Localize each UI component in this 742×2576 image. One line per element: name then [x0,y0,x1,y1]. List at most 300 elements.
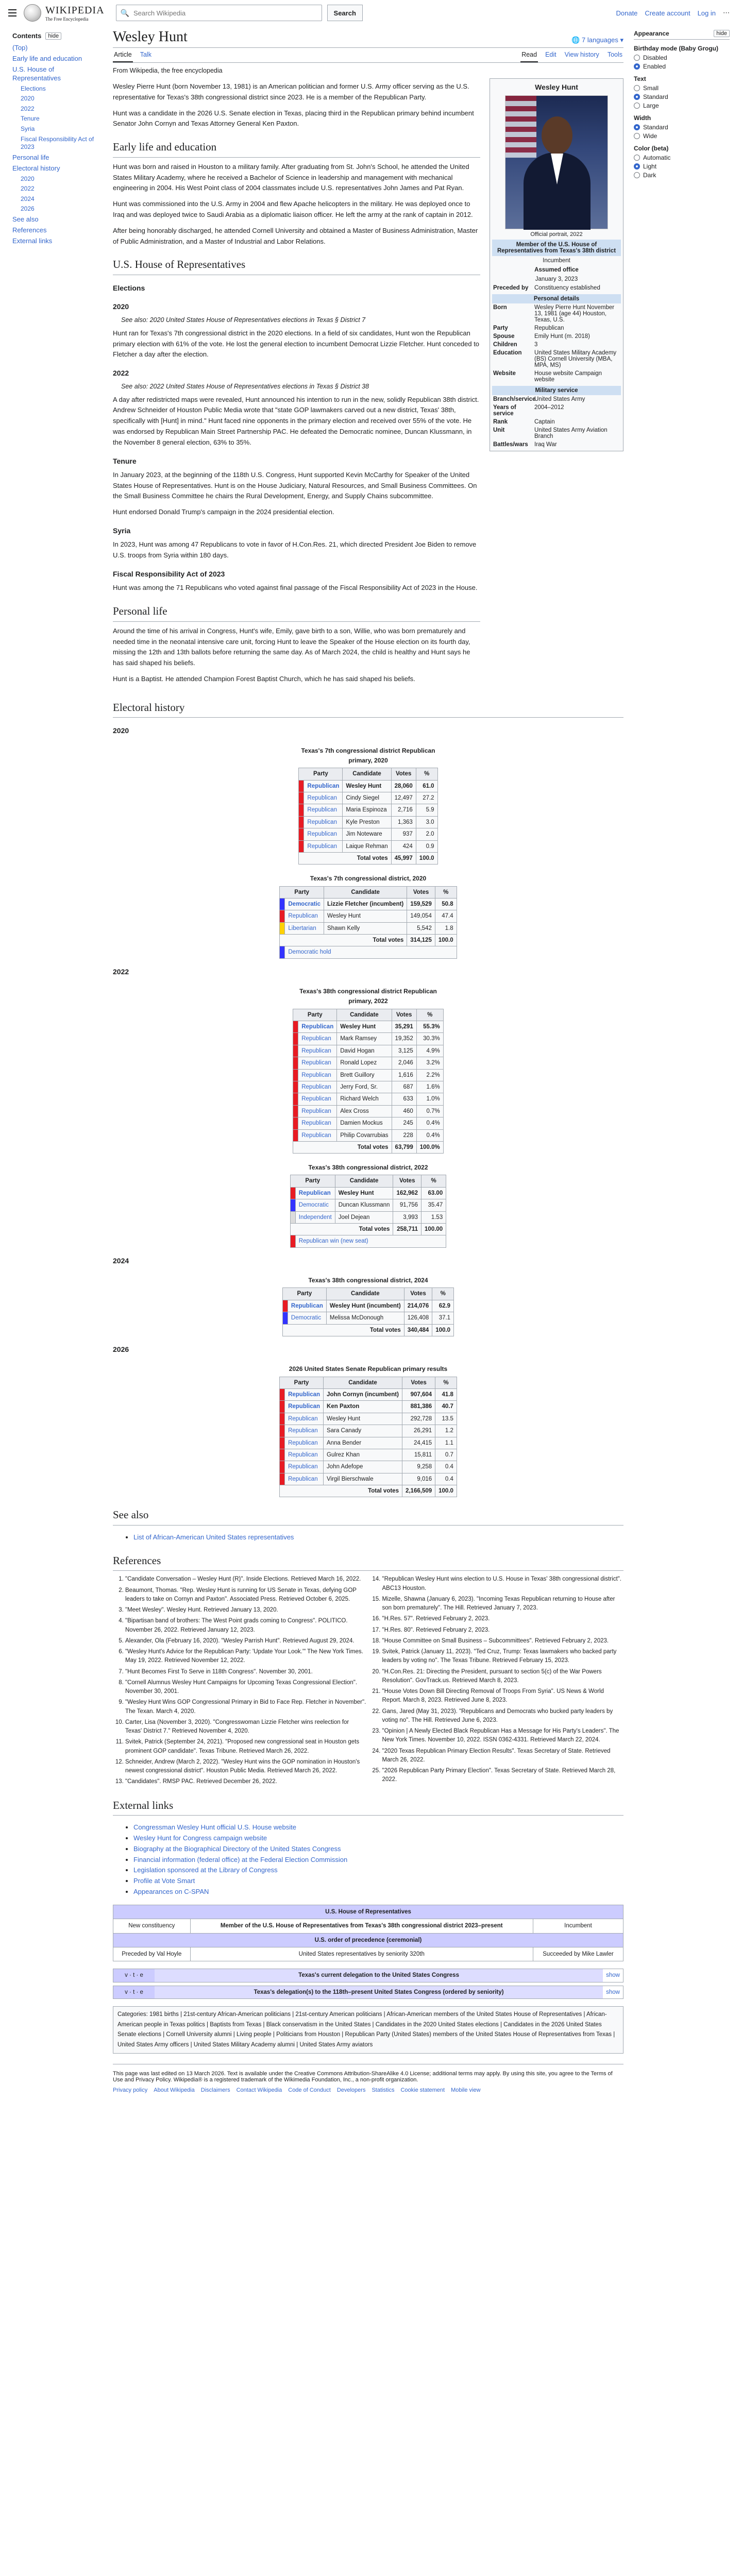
toc-link[interactable]: Early life and education [12,54,82,62]
toc-link[interactable]: Elections [21,84,46,92]
precedence-office[interactable]: United States representatives by seniority 320th [190,1947,533,1961]
reference-item[interactable]: 11. Svitek, Patrick (September 24, 2021). "Proposed new congressional seat in Houston gets prominent GOP candidate". Texas Tribune. Retrieved March 26, 2022. [125,1738,367,1756]
hold-text[interactable]: Democratic hold [285,946,457,958]
precedence-next[interactable]: Succeeded by Mike Lawler [533,1947,623,1961]
party-color-swatch [293,1105,298,1117]
reference-item[interactable]: 1. "Candidate Conversation – Wesley Hunt (R)". Inside Elections. Retrieved March 16, 2022. [125,1575,367,1584]
paragraph: In 2023, Hunt was among 47 Republicans to vote in favor of H.Con.Res. 21, which directed President Joe Biden to remove U.S. troops from Syria within 180 days. [113,540,477,560]
reference-item[interactable]: 23. "Opinion | A Newly Elected Black Republican Has a Message for His Party's Leaders". The New York Times. November 10, 2022. ISSN 0362-4331. Retrieved March 22, 2024. [382,1727,624,1745]
navbox-texas-delegation-118 [113,1986,623,1999]
toc-link[interactable]: See also [12,215,39,223]
candidate-cell[interactable]: Melissa McDonough [326,1312,404,1324]
party-cell[interactable]: Republican [298,1105,337,1117]
candidate-cell[interactable]: Wesley Hunt [324,910,407,922]
total-label: Total votes [280,1485,402,1497]
party-cell[interactable]: Republican [304,840,343,852]
party-cell[interactable]: Republican [285,910,324,922]
total-votes: 314,125 [407,935,435,946]
toc-link[interactable]: 2020 [21,175,35,182]
reference-item[interactable]: 20. "H.Con.Res. 21: Directing the President, pursuant to section 5(c) of the War Powers Resolution". GovTrack.us. Retrieved March 8, 2023. [382,1668,624,1686]
party-color-swatch [293,1045,298,1057]
party-cell[interactable]: Democratic [288,1312,326,1324]
pct-cell: 0.9 [416,840,437,852]
appearance-option[interactable] [634,63,730,70]
table-row [293,1081,444,1093]
party-cell[interactable]: Republican [285,1461,324,1473]
user-links [616,9,730,17]
party-color-swatch [282,1300,288,1312]
toc-link[interactable]: Tenure [21,115,40,123]
external-link[interactable]: Congressman Wesley Hunt official U.S. House website [133,1823,296,1832]
candidate-cell[interactable]: Sara Canady [324,1425,402,1437]
external-link[interactable]: Profile at Vote Smart [133,1877,195,1885]
votes-cell: 3,125 [392,1045,416,1057]
party-cell[interactable]: Republican [298,1045,337,1057]
toc-item[interactable] [12,125,98,133]
col-votes: Votes [404,1288,432,1300]
col-party: Party [280,886,324,898]
paragraph: Hunt is a Baptist. He attended Champion Forest Baptist Church, which he has said shaped his beliefs. [113,675,415,683]
candidate-cell[interactable]: Jim Noteware [343,828,391,840]
candidate-cell[interactable]: Laique Rehman [343,840,391,852]
party-color-swatch [293,1093,298,1105]
party-color-swatch [280,1461,285,1473]
election-table [282,1274,454,1336]
infobox-label: Born [493,304,507,311]
votes-cell: 907,604 [402,1388,435,1400]
total-votes: 45,997 [391,852,416,864]
radio-icon[interactable] [634,63,640,70]
external-link-item [133,1822,623,1833]
toc-item[interactable] [12,175,98,183]
table-row [280,1401,457,1413]
candidate-cell[interactable]: Virgil Bierschwale [324,1473,402,1485]
footer-link[interactable]: Statistics [372,2087,395,2094]
tab-talk[interactable]: Talk [140,51,151,58]
party-cell[interactable]: Republican [304,792,343,804]
candidate-cell[interactable]: Wesley Hunt [337,1021,392,1033]
candidate-cell[interactable]: Anna Bender [324,1437,402,1449]
party-color-swatch [293,1057,298,1069]
toc-link[interactable]: 2022 [21,185,35,193]
reference-item[interactable]: 18. "House Committee on Small Business – Subcommittees". Retrieved February 2, 2023. [382,1637,624,1646]
reference-item[interactable]: 9. "Wesley Hunt Wins GOP Congressional Primary in Bid to Face Rep. Fletcher in November". The Texan. March 4, 2020. [125,1698,367,1716]
votes-cell: 19,352 [392,1033,416,1045]
party-cell[interactable]: Republican [298,1033,337,1045]
navbox-show-button[interactable]: show [606,1972,620,1979]
toc-item[interactable] [12,164,98,173]
votes-cell: 424 [391,840,416,852]
party-cell[interactable]: Democratic [295,1199,335,1211]
pct-cell: 63.00 [421,1187,446,1199]
navbox-links[interactable]: v · t · e [113,1969,155,1981]
infobox-title: Wesley Hunt [535,83,578,91]
navbox-title[interactable]: Texas's current delegation to the United States Congress [155,1969,603,1981]
total-label: Total votes [293,1141,392,1153]
infobox-value: Emily Hunt (m. 2018) [534,333,591,340]
tab-tools[interactable]: Tools [607,51,622,58]
reference-item[interactable]: 14. "Republican Wesley Hunt wins election to U.S. House in Texas' 38th congressional district". ABC13 Houston. [382,1575,624,1593]
infobox-label: Years of service [493,404,516,417]
appearance-option[interactable] [634,93,730,100]
footer-link[interactable]: Developers [336,2087,366,2094]
appearance-section-title: Text [634,75,646,82]
appearance-option[interactable] [634,132,730,140]
language-button[interactable]: 🌐 7 languages ▾ [571,36,623,44]
candidate-cell[interactable]: Kyle Preston [343,816,391,828]
footer-link[interactable]: Contact Wikipedia [236,2087,282,2094]
appearance-option[interactable] [634,84,730,92]
party-cell[interactable]: Republican [288,1300,326,1312]
candidate-cell[interactable]: Richard Welch [337,1093,392,1105]
radio-icon[interactable] [634,85,640,91]
party-color-swatch [280,1425,285,1437]
pct-cell: 5.9 [416,804,437,816]
appearance-option[interactable] [634,54,730,61]
party-cell[interactable]: Republican [298,1081,337,1093]
toc-item[interactable] [12,195,98,204]
incumbent-label: Incumbent [543,258,570,264]
navbox-links[interactable]: v · t · e [113,1986,155,1998]
candidate-cell[interactable]: John Adefope [324,1461,402,1473]
votes-cell: 1,616 [392,1069,416,1081]
succession-office[interactable]: Member of the U.S. House of Representatives from Texas's 38th congressional district 2023–present [190,1919,533,1933]
lead-paragraph: Hunt was a candidate in the 2026 U.S. Senate election in Texas, placing third in the Republican primary behind incumbent Senator John Cornyn and Texas Attorney General Ken Paxton. [113,109,474,128]
party-cell[interactable]: Democratic [285,898,324,910]
radio-icon[interactable] [634,103,640,109]
section-heading: Electoral history [113,699,623,718]
candidate-cell[interactable]: Joel Dejean [335,1211,393,1223]
reference-item[interactable]: 2. Beaumont, Thomas. "Rep. Wesley Hunt is running for US Senate in Texas, defying GOP leaders to take on Cornyn and Paxton". Associated Press. Retrieved October 6, 2025. [125,1586,367,1604]
infobox-value: United States Military Academy (BS) Cornell University (MBA, MPA, MS) [534,350,617,368]
toc-item[interactable] [12,215,98,224]
wikipedia-logo[interactable] [24,4,105,22]
candidate-cell[interactable]: Gulrez Khan [324,1449,402,1461]
candidate-cell[interactable]: Maria Espinoza [343,804,391,816]
party-cell[interactable]: Republican [285,1437,324,1449]
table-caption[interactable]: Texas's 38th congressional district Republican primary, 2022 [299,988,437,1005]
reference-item[interactable]: 12. Schneider, Andrew (March 2, 2022). "Wesley Hunt wins the GOP nomination in Houston's newest congressional district". Houston Public Media. Retrieved March 26, 2022. [125,1758,367,1776]
radio-icon[interactable] [634,124,640,130]
candidate-cell[interactable]: Duncan Klussmann [335,1199,393,1211]
see-also-link[interactable]: List of African-American United States representatives [133,1533,294,1541]
votes-cell: 3,993 [393,1211,421,1223]
party-color-swatch [299,792,304,804]
total-row [280,1485,457,1497]
footer-link[interactable]: Privacy policy [113,2087,148,2094]
toc-link[interactable]: References [12,226,47,234]
votes-cell: 126,408 [404,1312,432,1324]
toc-item[interactable] [12,95,98,103]
appearance-option[interactable] [634,163,730,170]
search-box [116,5,322,21]
table-of-contents [12,26,103,2104]
login-link[interactable]: Log in [697,9,716,17]
search-input[interactable] [132,9,317,18]
party-cell[interactable]: Republican [298,1117,337,1129]
table-row [290,1211,446,1223]
table-caption[interactable]: Texas's 7th congressional district Republican primary, 2020 [301,747,435,764]
official-portrait[interactable] [505,95,608,229]
pct-cell: 1.0% [416,1093,443,1105]
candidate-cell[interactable]: Wesley Hunt [343,780,391,792]
candidate-cell[interactable]: Ken Paxton [324,1401,402,1413]
office-title[interactable]: Member of the U.S. House of Representatives from Texas's 38th district [492,240,621,256]
option-label: Small [643,84,659,92]
toc-item[interactable] [12,205,98,213]
footer-link[interactable]: Cookie statement [400,2087,445,2094]
table-row [299,828,437,840]
party-color-swatch [280,1437,285,1449]
personal-details-header: Personal details [492,294,621,303]
toc-item[interactable] [12,115,98,123]
appearance-option[interactable] [634,172,730,179]
table-header-row [282,1288,453,1300]
toc-item[interactable] [12,85,98,93]
party-cell[interactable]: Republican [285,1473,324,1485]
candidate-cell[interactable]: Brett Guillory [337,1069,392,1081]
candidate-cell[interactable]: Damien Mockus [337,1117,392,1129]
appearance-option[interactable] [634,102,730,109]
toc-item[interactable] [12,154,98,162]
external-link[interactable]: Biography at the Biographical Directory of the United States Congress [133,1844,341,1853]
reference-item[interactable]: 22. Gans, Jared (May 31, 2023). "Republicans and Democrats who bucked party leaders by voting no". The Hill. Retrieved June 6, 2023. [382,1707,624,1725]
votes-cell: 2,716 [391,804,416,816]
col-candidate: Candidate [324,1377,402,1388]
wikipedia-globe-icon [24,4,41,22]
search-button[interactable]: Search [327,5,363,21]
reference-item[interactable]: 21. "House Votes Down Bill Directing Removal of Troops From Syria". US News & World Report. March 8, 2023. Retrieved June 8, 2023. [382,1687,624,1705]
option-label: Standard [643,124,668,131]
candidate-cell[interactable]: Jerry Ford, Sr. [337,1081,392,1093]
reference-item[interactable]: 3. "Meet Wesley". Wesley Hunt. Retrieved January 13, 2020. [125,1606,367,1615]
military-service-header: Military service [492,386,621,395]
reference-item[interactable]: 13. "Candidates". RMSP PAC. Retrieved December 26, 2022. [125,1777,367,1786]
hatnote[interactable]: See also: 2020 United States House of Representatives elections in Texas § District 7 [121,316,366,324]
table-row [280,898,457,910]
toc-item[interactable] [12,55,98,63]
votes-cell: 162,962 [393,1187,421,1199]
party-cell[interactable]: Republican [304,828,343,840]
candidate-cell[interactable]: Philip Covarrubias [337,1129,392,1141]
candidate-cell[interactable]: Wesley Hunt (incumbent) [326,1300,404,1312]
party-cell[interactable]: Republican [304,804,343,816]
pct-cell: 41.8 [435,1388,457,1400]
table-row [293,1057,444,1069]
party-cell[interactable]: Libertarian [285,922,324,934]
candidate-cell[interactable]: John Cornyn (incumbent) [324,1388,402,1400]
appearance-hide-button[interactable]: hide [714,30,730,37]
navbox-title[interactable]: Texas's delegation(s) to the 118th–present United States Congress (ordered by seniority) [155,1986,603,1998]
see-also-list [113,1532,623,1543]
party-color-swatch [293,1081,298,1093]
party-cell[interactable]: Republican [295,1187,335,1199]
party-cell[interactable]: Republican [285,1413,324,1425]
footer-link[interactable]: Mobile view [451,2087,481,2094]
table-caption[interactable]: Texas's 38th congressional district, 2022 [308,1164,428,1172]
table-header-row [280,886,457,898]
hatnote[interactable]: See also: 2022 United States House of Representatives elections in Texas § District 38 [121,382,369,390]
table-caption[interactable]: Texas's 38th congressional district, 2024 [308,1277,428,1284]
toc-item[interactable] [12,44,98,53]
external-link[interactable]: Financial information (federal office) at the Federal Election Commission [133,1855,348,1863]
toc-link[interactable]: Personal life [12,153,49,161]
reference-item[interactable]: 7. "Hunt Becomes First To Serve in 118th Congress". November 30, 2001. [125,1668,367,1676]
candidate-cell[interactable]: Shawn Kelly [324,922,407,934]
donate-link[interactable]: Donate [616,9,638,17]
external-link[interactable]: Legislation sponsored at the Library of Congress [133,1866,278,1874]
table-row [290,1187,446,1199]
col-party: Party [280,1377,324,1388]
toc-link[interactable]: U.S. House of Representatives [12,65,61,82]
party-color-swatch [293,1033,298,1045]
party-cell[interactable]: Republican [298,1093,337,1105]
radio-icon[interactable] [634,155,640,161]
external-link[interactable]: Appearances on C-SPAN [133,1888,209,1896]
reference-item[interactable]: 19. Svitek, Patrick (January 11, 2023). "Ted Cruz, Trump: Texas lawmakers who backed party leaders by voting no". The Texas Tribune. Retrieved February 15, 2023. [382,1648,624,1666]
election-table [298,744,437,865]
tab-edit[interactable]: Edit [545,51,556,58]
table-row [299,804,437,816]
pct-cell: 0.7% [416,1105,443,1117]
appearance-section-title: Birthday mode (Baby Grogu) [634,45,719,52]
pct-cell: 40.7 [435,1401,457,1413]
toc-link[interactable]: External links [12,236,53,245]
option-label: Disabled [643,54,667,61]
pct-cell: 47.4 [435,910,457,922]
candidate-cell[interactable]: Lizzie Fletcher (incumbent) [324,898,407,910]
party-cell[interactable]: Republican [298,1021,337,1033]
col-candidate: Candidate [337,1009,392,1021]
pct-cell: 13.5 [435,1413,457,1425]
party-cell[interactable]: Republican [285,1449,324,1461]
tab-view-history[interactable]: View history [564,51,599,58]
footer-link[interactable]: About Wikipedia [154,2087,195,2094]
reference-item[interactable]: 17. "H.Res. 80". Retrieved February 2, 2023. [382,1626,624,1635]
reference-item[interactable]: 4. "Bipartisan band of brothers: The West Point grads coming to Congress". POLITICO. November 26, 2022. Retrieved January 12, 2023. [125,1617,367,1635]
col-pct: % [432,1288,454,1300]
toc-item[interactable] [12,185,98,193]
reference-item[interactable]: 25. "2026 Republican Party Primary Election". Texas Secretary of State. Retrieved March 28, 2022. [382,1767,624,1785]
appearance-section-title: Color (beta) [634,145,669,152]
candidate-cell[interactable]: Mark Ramsey [337,1033,392,1045]
radio-icon[interactable] [634,163,640,170]
navbox-show-button[interactable]: show [606,1989,620,1995]
precedence-previous[interactable]: Preceded by Val Hoyle [113,1947,191,1961]
candidate-cell[interactable]: Alex Cross [337,1105,392,1117]
party-cell[interactable]: Republican [285,1388,324,1400]
party-cell[interactable]: Republican [285,1425,324,1437]
candidate-cell[interactable]: Cindy Siegel [343,792,391,804]
precedence-title[interactable]: U.S. order of precedence (ceremonial) [113,1933,623,1947]
party-cell[interactable]: Republican [298,1129,337,1141]
toc-link[interactable]: 2022 [21,105,35,112]
appearance-option[interactable] [634,124,730,131]
footer-link[interactable]: Code of Conduct [288,2087,331,2094]
toc-link[interactable]: Electoral history [12,164,60,172]
party-cell[interactable]: Republican [304,780,343,792]
infobox-value: Wesley Pierre Hunt November 13, 1981 (age 44) Houston, Texas, U.S. [534,304,615,323]
table-caption[interactable]: Texas's 7th congressional district, 2020 [310,875,427,883]
reference-item[interactable]: 10. Carter, Lisa (November 3, 2020). "Congresswoman Lizzie Fletcher wins reelection for Texas' District 7." Retrieved November 4, 2020. [125,1718,367,1736]
toc-item[interactable] [12,105,98,113]
toc-item[interactable] [12,65,98,83]
reference-item[interactable]: 24. "2020 Texas Republican Primary Election Results". Texas Secretary of State. Retrieved March 26, 2022. [382,1747,624,1765]
candidate-cell[interactable]: Ronald Lopez [337,1057,392,1069]
toc-link[interactable]: Syria [21,125,35,132]
radio-icon[interactable] [634,172,640,178]
category-links[interactable]: Categories: 1981 births | 21st-century African-American politicians | 21st-century American politicians | African-American members of the United States House of Representatives | African-American people in Texas politics | Baptists from Texas | Black conservatism in the United States | Candidates in the 2020 United States elections | Candidates in the 2026 United States Senate elections | Cornell University alumni | Living people | Politicians from Houston | Republican Party (United States) members of the United States House of Representatives from Texas | United States Army officers | United States Military Academy alumni | United States Army aviators [113,2006,623,2054]
reference-item[interactable]: 15. Mizelle, Shawna (January 6, 2023). "Incoming Texas Republican returning to House after son born prematurely". The Hill. Retrieved January 7, 2023. [382,1595,624,1613]
candidate-cell[interactable]: David Hogan [337,1045,392,1057]
total-pct: 100.0 [416,852,437,864]
reference-item[interactable]: 8. "Cornell Alumnus Wesley Hunt Campaigns for Upcoming Texas Congressional Election". November 30, 2001. [125,1679,367,1697]
party-cell[interactable]: Republican [304,816,343,828]
hold-text[interactable]: Republican win (new seat) [295,1235,446,1247]
party-cell[interactable]: Republican [298,1057,337,1069]
radio-icon[interactable] [634,94,640,100]
create-account-link[interactable]: Create account [645,9,690,17]
toc-link[interactable]: 2020 [21,95,35,103]
tab-article[interactable]: Article [113,48,133,62]
reference-item[interactable]: 5. Alexander, Ola (February 16, 2020). "Wesley Parrish Hunt". Retrieved August 29, 2024. [125,1637,367,1646]
tab-read[interactable]: Read [520,48,538,62]
external-link[interactable]: Wesley Hunt for Congress campaign website [133,1834,267,1842]
candidate-cell[interactable]: Wesley Hunt [324,1413,402,1425]
votes-cell: 15,811 [402,1449,435,1461]
succession-title[interactable]: U.S. House of Representatives [113,1905,623,1919]
table-row [280,910,457,922]
col-candidate: Candidate [326,1288,404,1300]
infobox-row [492,349,621,369]
more-options-icon[interactable]: ⋯ [723,9,730,16]
toc-item[interactable] [12,135,98,151]
votes-cell: 149,054 [407,910,435,922]
reference-item[interactable]: 16. "H.Res. 57". Retrieved February 2, 2023. [382,1615,624,1623]
main-menu-icon[interactable] [6,7,19,19]
subsection-heading: 2024 [113,1256,129,1265]
toc-link[interactable]: (Top) [12,44,28,52]
table-caption[interactable]: 2026 United States Senate Republican primary results [289,1365,448,1373]
footer-link[interactable]: Disclaimers [200,2087,230,2094]
toc-item[interactable] [12,226,98,235]
party-color-swatch [293,1069,298,1081]
table-row [280,1449,457,1461]
party-cell[interactable]: Independent [295,1211,335,1223]
infobox-row [492,369,621,384]
reference-item[interactable]: 6. "Wesley Hunt's Advice for the Republican Party: 'Update Your Look.'" The New York Times. May 19, 2022. Retrieved November 12, 2022. [125,1648,367,1666]
pct-cell: 62.9 [432,1300,454,1312]
radio-icon[interactable] [634,55,640,61]
party-cell[interactable]: Republican [285,1401,324,1413]
toc-link[interactable]: 2026 [21,205,35,213]
assumed-office-date: January 3, 2023 [535,276,578,282]
toc-item[interactable] [12,237,98,246]
toc-hide-button[interactable]: hide [45,32,61,40]
infobox-label: Unit [493,427,505,433]
party-cell[interactable]: Republican [298,1069,337,1081]
col-votes: Votes [392,1009,416,1021]
toc-link[interactable]: 2024 [21,195,35,202]
toc-link[interactable]: Fiscal Responsibility Act of 2023 [21,135,94,151]
total-pct: 100.0 [435,1485,457,1497]
candidate-cell[interactable]: Wesley Hunt [335,1187,393,1199]
pct-cell: 3.0 [416,816,437,828]
subsection-heading: 2020 [113,302,129,311]
appearance-option[interactable] [634,154,730,161]
table-row [299,792,437,804]
radio-icon[interactable] [634,133,640,139]
